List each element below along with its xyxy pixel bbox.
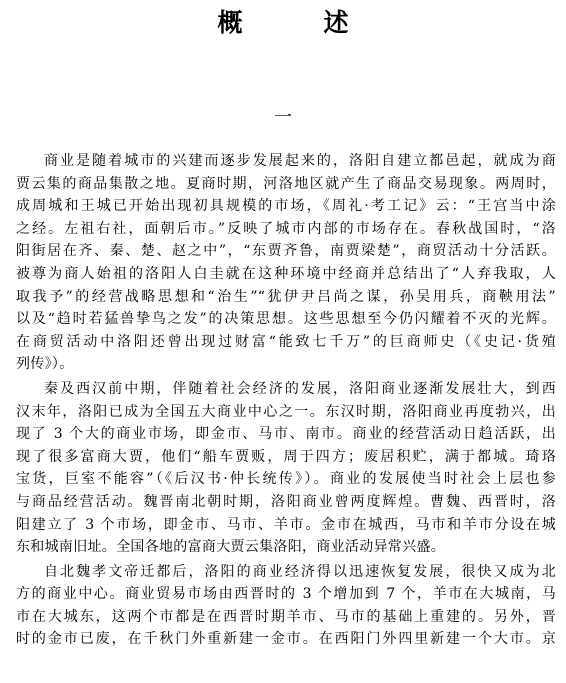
text-line: 时的金市已废，在千秋门外重新建一金市。在西阳门外四里新建一个大市。京 <box>16 631 556 648</box>
section-number: 一 <box>274 107 292 128</box>
text-line: 被尊为商人始祖的洛阳人白圭就在这种环境中经商并总结出了“人弃我取，人 <box>16 265 556 282</box>
text-line: 取我予”的经营战略思想和“治生”“犹伊尹吕尚之谋，孙吴用兵，商鞅用法” <box>16 288 556 305</box>
text-line: 列传》）。 <box>16 356 74 373</box>
page-title: 概 述 <box>217 8 377 37</box>
text-line: 秦及西汉前中期，伴随着社会经济的发展，洛阳商业逐渐发展壮大，到西 <box>44 380 556 397</box>
text-line: 自北魏孝文帝迁都后，洛阳的商业经济得以迅速恢复发展，很快又成为北 <box>44 563 556 580</box>
text-line: 在商贸活动中洛阳还曾出现过财富“能致七千万”的巨商师史（《史记·货殖 <box>16 333 556 350</box>
paragraph-2 <box>16 378 556 559</box>
body-text <box>16 150 556 651</box>
text-line: 现了 3 个大的商业市场，即金市、马市、南市。商业的经营活动日趋活跃，出 <box>16 426 556 443</box>
text-line: 东和城南旧址。全国各地的富商大贾云集洛阳，商业活动异常兴盛。 <box>16 539 445 556</box>
text-line: 现了很多富商大贾，他们“船车贾贩，周于四方；废居积贮，满于都城。琦珞 <box>16 448 556 465</box>
text-line: 商业是随着城市的兴建而逐步发展起来的，洛阳自建立都邑起，就成为商 <box>44 153 556 169</box>
text-line: 阳建立了 3 个市场，即金市、马市、羊市。金市在城西，马市和羊市分设在城 <box>16 516 556 533</box>
text-line: 贾云集的商品集散之地。夏商时期，河洛地区就产生了商品交易现象。两周时， <box>16 175 556 192</box>
paragraph-1 <box>16 150 556 376</box>
text-line: 汉末年，洛阳已成为全国五大商业中心之一。东汉时期，洛阳商业再度勃兴，出 <box>16 403 556 420</box>
text-line: 阳街居在齐、秦、楚、赵之中”，“东贾齐鲁，南贾梁楚”，商贸活动十分活跃。 <box>16 243 556 260</box>
text-line: 宝货，巨室不能容”（《后汉书·仲长统传》）。商业的发展使当时社会上层也参 <box>16 471 556 488</box>
text-line: 之经。左祖右社，面朝后市。”反映了城市内部的市场存在。春秋战国时，“洛 <box>16 220 556 237</box>
text-line: 成周城和王城已开始出现初具规模的市场，《周礼·考工记》云：“王宫当中涂 <box>16 198 556 215</box>
text-line: 与商品经营活动。魏晋南北朝时期，洛阳商业曾两度辉煌。曹魏、西晋时，洛 <box>16 493 556 510</box>
text-line: 市在大城东，这两个市都是在西晋时期羊市、马市的基础上重建的。另外，晋 <box>16 608 556 625</box>
text-line: 以及“趋时若猛兽挚鸟之发”的决策思想。这些思想至今仍闪耀着不灭的光辉。 <box>16 311 556 328</box>
text-line: 方的商业中心。商业贸易市场由西晋时的 3 个增加到 7 个，羊市在大城南，马 <box>16 586 556 603</box>
paragraph-3 <box>16 561 556 651</box>
